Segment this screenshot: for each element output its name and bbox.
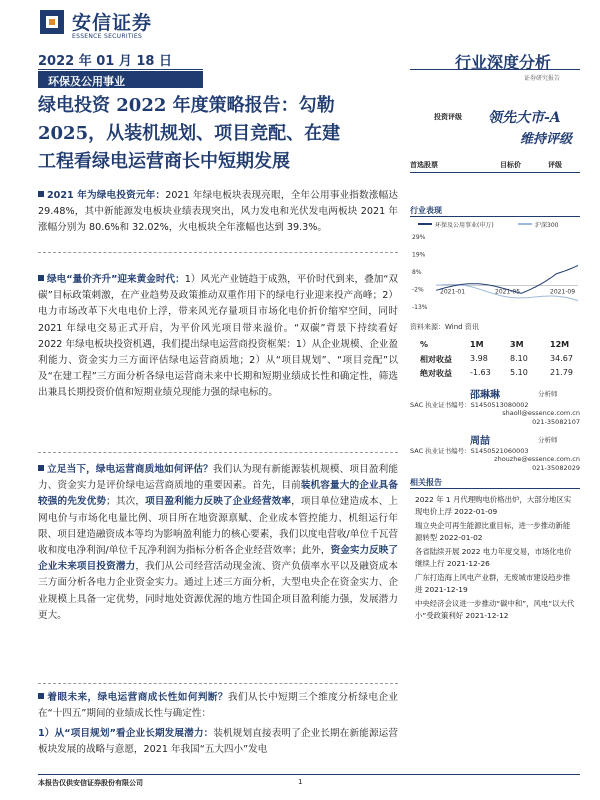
rating-action: 维持评级	[520, 132, 573, 147]
paragraph-lead: 2021 年为绿电投资元年：	[47, 190, 166, 201]
analyst-phone: 021-35082029	[532, 464, 580, 472]
analyst-name: 周喆	[470, 436, 490, 447]
logo-mark-icon	[38, 8, 66, 36]
table-cell: 3.98	[470, 354, 488, 363]
title-line: 2025，从装机规划、项目竞配、在建	[38, 123, 341, 144]
title-line: 绿电投资 2022 年度策略报告：勾勒	[38, 95, 335, 116]
table-header: 1M	[470, 340, 484, 349]
emphasis-text: 装机容量大的企业具备较强的先发优势	[38, 480, 399, 508]
title-line: 工程看绿电运营商长中短期发展	[38, 151, 290, 172]
divider	[410, 216, 580, 217]
divider	[38, 252, 398, 253]
y-tick-label: 8%	[412, 269, 422, 276]
table-row	[410, 354, 580, 368]
sector-label: 环保及公用事业	[38, 71, 203, 88]
paragraph-text: 装机规划直接表明了企业长期在新能源运营板块发展的战略与意愿，2021 年我国“五大四小”发电	[38, 728, 399, 756]
analyst-cert: SAC 执业证书编号：S1450513080002	[410, 401, 529, 409]
paragraph-lead: 绿电“量价齐升”迎来黄金时代：	[47, 274, 185, 285]
divider	[410, 488, 580, 489]
y-tick-label: 29%	[412, 234, 426, 241]
legend-label: 沪深300	[535, 222, 559, 229]
row-label: 相对收益	[420, 355, 452, 364]
y-tick-label: -13%	[412, 304, 428, 311]
analyst-name: 邵琳琳	[470, 390, 500, 401]
legend-swatch	[518, 223, 532, 225]
related-report-link[interactable]: 中央经济会议进一步推动“碳中和”，风电“以大代小”受政策利好 2021-12-12	[415, 599, 575, 621]
x-tick-label: 2021-01	[440, 288, 466, 296]
x-tick-label: 2021-09	[550, 288, 576, 296]
analyst-email[interactable]: shaoll@essence.com.cn	[502, 409, 580, 417]
paragraph	[38, 462, 398, 624]
analyst-role: 分析师	[538, 390, 558, 398]
paragraph	[38, 188, 398, 237]
divider	[38, 69, 203, 70]
divider	[38, 683, 398, 684]
y-tick-label: 19%	[412, 251, 426, 259]
performance-chart	[410, 219, 580, 319]
paragraph-text: 1）风光产业链趋于成熟，平价时代到来，叠加“双碳”目标政策刺激，在产业趋势及政策推动双重作用下的绿电行业迎来投产高峰；2）电力市场改革下火电电价上浮，带来风光存量项目市场化电价折价缩窄空间，同时 2021 年绿电交易正式开启，为平价风光项目带来溢价。“双碳”背景下持续看好 2022 年绿电板块投资机遇，我们提出绿电运营商投资框架：1）从企业规模、企业盈利能力、资金实力三方面评估绿电运营商质地；2）从“项目规划”、“项目竞配”以及“在建工程”三方面分析各绿电运营商未来中长期和短期业绩成长性和确定性，筛选出兼具长期投资价值和短期业绩兑现能力强的绿电标的。	[38, 274, 398, 399]
report-type: 证券研究报告	[524, 75, 561, 82]
section-label: 行业表现	[410, 206, 442, 215]
analyst-email[interactable]: zhouzhe@essence.com.cn	[494, 455, 580, 463]
row-label: 绝对收益	[420, 369, 452, 378]
paragraph-text: ；其次，	[106, 496, 146, 508]
legend-label: 环保及公用事业(申万)	[435, 222, 494, 229]
paragraph-text: ，我们从公司经营活动现金流、资产负债率水平以及融资成本三方面分析各电力企业资金实力。通过上述三方面分析，大型电央企在资金实力、企业规模上具备一定优势，同时地处资源优渥的地方性国企项目盈利能力强，发展潜力更大。	[38, 561, 399, 621]
table-header-row	[410, 340, 580, 354]
table-header: 12M	[550, 340, 570, 349]
page-number: 1	[298, 778, 303, 786]
bullet-square-icon	[38, 693, 44, 699]
analyst-phone: 021-35082107	[532, 418, 580, 426]
bullet-square-icon	[38, 275, 44, 281]
paragraph-text: 我们从长中短期三个维度分析绿电企业在“十四五”期间的业绩成长性与确定性：	[38, 692, 399, 720]
related-report-link[interactable]: 各省陆续开展 2022 电力年度交易，市场化电价继续上行 2021-12-26	[415, 547, 572, 569]
analyst-cert: SAC 执业证书编号：S1450521060003	[410, 447, 529, 455]
legend-swatch	[418, 223, 432, 225]
divider	[38, 774, 580, 775]
paragraph	[38, 690, 398, 722]
col-header: 评级	[548, 161, 562, 169]
paragraph-text: 2021 年绿电板块表现亮眼，全年公用事业指数涨幅达 29.48%，其中新能源发电板块业绩表现突出，风力发电和光伏发电两板块 2021 年涨幅分别为 80.6%和 32.02%，火电板块全年涨幅也达到 39.3%。	[38, 190, 398, 234]
logo	[38, 6, 188, 46]
related-report-link[interactable]: 广东打造海上风电产业群，无废城市建设趋步推进 2021-12-19	[415, 573, 571, 595]
related-report-link[interactable]: 瑞立央企可再生能源比重目标，进一步推动新能源转型 2022-01-02	[415, 521, 571, 543]
paragraph-lead: 1）从“项目规划”看企业长期发展潜力：	[38, 728, 214, 739]
section-label: 相关报告	[410, 478, 442, 487]
rating-value: 领先大市-A	[488, 110, 561, 126]
table-cell: 5.10	[510, 368, 528, 377]
returns-table	[410, 340, 580, 382]
paragraph-text: 我们认为现有新能源装机规模、项目盈利能力、资金实力是评价绿电运营商质地的重要因素。首先，目前	[38, 464, 398, 492]
paragraph	[38, 272, 398, 402]
emphasis-text: 项目盈利能力反映了企业经营效率	[145, 496, 292, 508]
paragraph-text: ，项目单位建造成本、上网电价与市场化电量比例、项目所在地资源禀赋、企业成本管控能力、机组运行年限、项目建造融资成本等均为影响盈利能力的核心要素，我们以度电营收/单位千瓦营收和度电净利润/单位千瓦净利润为指标分析各企业经营效率；此外，	[38, 496, 399, 557]
table-cell: 8.10	[510, 354, 528, 363]
table-cell: -1.63	[470, 368, 491, 377]
footer-text: 本报告仅供安信证券股份有限公司	[38, 779, 143, 787]
logo-text: 安信证券	[72, 12, 153, 34]
table-header: 3M	[510, 340, 524, 349]
bullet-square-icon	[38, 191, 44, 197]
table-header: %	[420, 340, 429, 349]
divider	[410, 172, 580, 173]
report-date: 2022 年 01 月 18 日	[38, 54, 172, 69]
col-header: 目标价	[500, 161, 521, 169]
paragraph-lead: 立足当下，绿电运营商质地如何评估？	[47, 464, 213, 475]
paragraph	[38, 726, 398, 758]
y-tick-label: -2%	[412, 286, 424, 294]
report-category: 行业深度分析	[455, 53, 552, 72]
logo-subtext: ESSENCE SECURITIES	[72, 33, 143, 40]
related-report-link[interactable]: 2022 年 1 月代理购电价格出炉，大部分地区实现电价上浮 2022-01-09	[415, 495, 572, 517]
table-row	[410, 368, 580, 382]
col-header: 首选股票	[410, 161, 438, 169]
table-cell: 21.79	[550, 368, 573, 377]
rating-label: 投资评级	[434, 113, 462, 121]
paragraph-lead: 着眼未来，绿电运营商成长性如何判断？	[47, 692, 228, 703]
table-cell: 34.67	[550, 354, 573, 363]
divider	[38, 452, 398, 453]
page-title	[38, 92, 408, 176]
bullet-square-icon	[38, 465, 44, 471]
emphasis-text: 资金实力反映了企业未来项目投资潜力	[38, 545, 399, 573]
analyst-role: 分析师	[538, 436, 558, 444]
chart-source: 资料来源：Wind 资讯	[410, 323, 479, 331]
x-tick-label: 2021-05	[495, 288, 521, 296]
